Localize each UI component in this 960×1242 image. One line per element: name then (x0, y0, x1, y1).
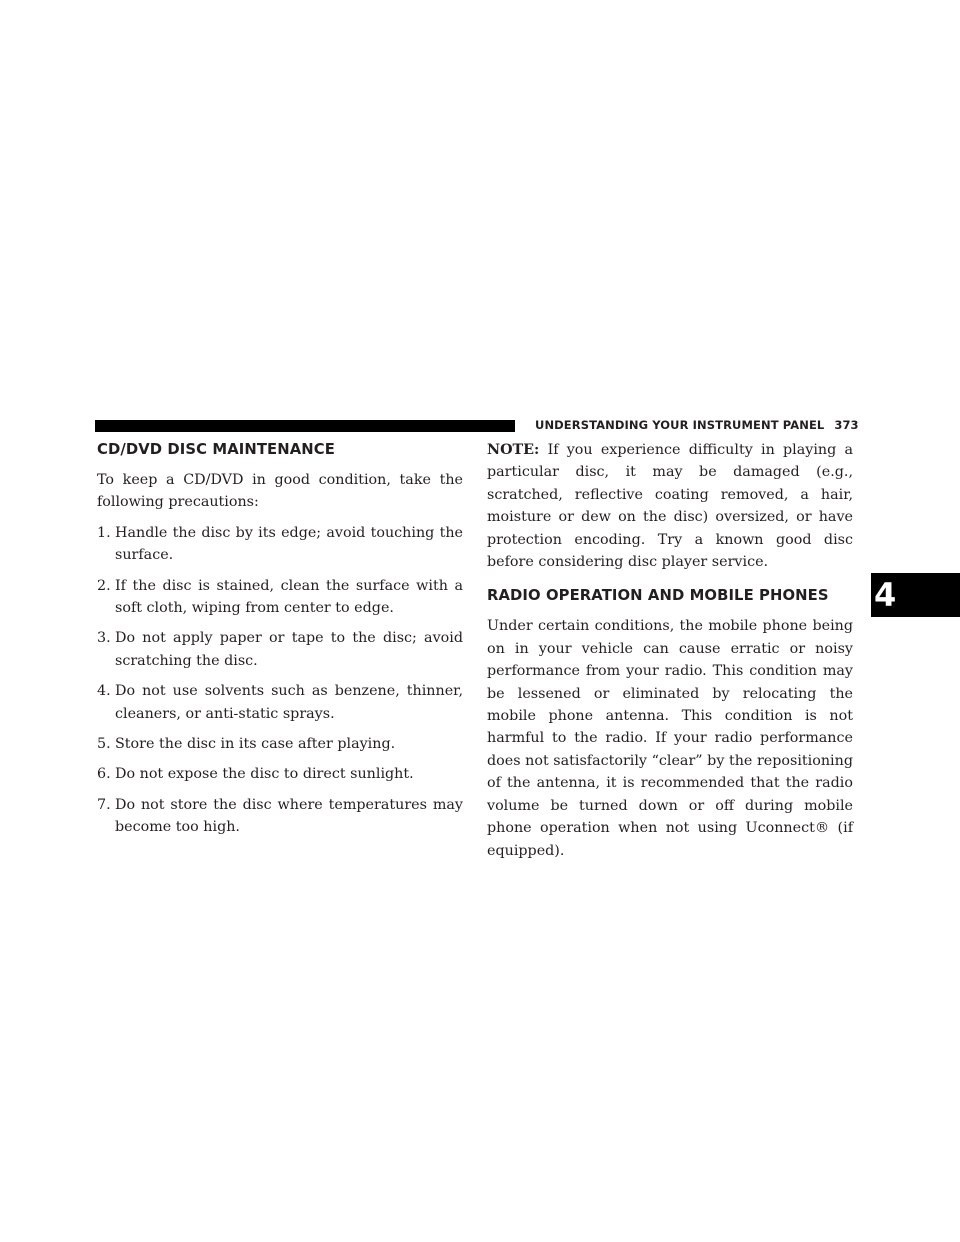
list-item-number: 1. (97, 524, 111, 541)
list-item-number: 2. (97, 577, 111, 594)
list-item (97, 763, 463, 785)
list-item (97, 627, 463, 672)
list-item-text: Do not expose the disc to direct sunlight. (115, 766, 414, 783)
list-item-text: Handle the disc by its edge; avoid touching the surface. (115, 524, 463, 564)
list-item (97, 794, 463, 839)
list-item (97, 733, 463, 755)
radio-paragraph: Under certain conditions, the mobile phone being on in your vehicle can cause erratic or noisy performance from your radio. This condition may be lessened or eliminated by relocating the mobile phone antenna. This condition is not harmful to the radio. If your radio performance does not satisfactorily “clear” by the repositioning of the antenna, it is recommended that the radio volume be turned down or off during mobile phone operation when not using Uconnect® (if equipped). (487, 618, 853, 859)
page-number: 373 (834, 418, 859, 432)
note-label: NOTE: (487, 442, 540, 458)
list-item (97, 575, 463, 620)
list-item-text: Do not apply paper or tape to the disc; avoid scratching the disc. (115, 630, 463, 669)
list-item-number: 5. (97, 736, 111, 753)
list-item-number: 4. (97, 683, 111, 700)
radio-heading: RADIO OPERATION AND MOBILE PHONES (487, 587, 829, 605)
header-rule (95, 420, 515, 432)
chapter-tab: 4 (871, 573, 960, 617)
list-item-text: If the disc is stained, clean the surface with a soft cloth, wiping from center to edge. (115, 577, 463, 617)
list-item-number: 3. (97, 630, 111, 647)
section-title: UNDERSTANDING YOUR INSTRUMENT PANEL (535, 418, 825, 432)
list-item-text: Do not use solvents such as benzene, thinner, cleaners, or anti-static sprays. (115, 683, 463, 722)
running-header (535, 418, 865, 432)
note-paragraph (487, 439, 853, 573)
list-item (97, 680, 463, 725)
list-item-text: Store the disc in its case after playing. (115, 736, 396, 753)
list-item (97, 522, 463, 567)
maintenance-steps (97, 522, 463, 839)
list-item-number: 6. (97, 766, 111, 783)
list-item-number: 7. (97, 796, 111, 813)
intro-paragraph: To keep a CD/DVD in good condition, take the following precautions: (97, 472, 463, 511)
right-column (487, 439, 853, 862)
cd-dvd-heading: CD/DVD DISC MAINTENANCE (97, 441, 335, 458)
note-text: If you experience difficulty in playing a particular disc, it may be damaged (e.g., scratched, reflective coating removed, a hair, moisture or dew on the disc) oversized, or have protection encoding. Try a known good disc before considering disc player service. (487, 442, 853, 571)
list-item-text: Do not store the disc where temperatures may become too high. (115, 796, 463, 836)
left-column (97, 439, 463, 847)
